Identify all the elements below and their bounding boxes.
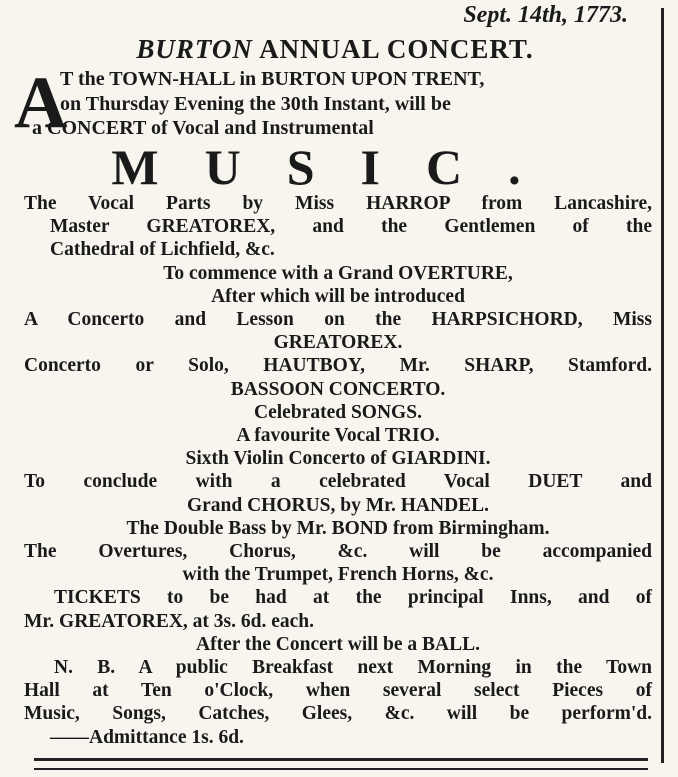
intro-line-1: T the TOWN-HALL in BURTON UPON TRENT,: [60, 68, 485, 90]
bottom-rule-secondary: [34, 768, 648, 770]
programme-line: ——Admittance 1s. 6d.: [50, 726, 244, 748]
programme-line: Celebrated SONGS.: [254, 401, 422, 423]
programme-line: The Vocal Parts by Miss HARROP from Lancashire,: [24, 193, 652, 214]
programme-line: The Double Bass by Mr. BOND from Birmingham.: [126, 517, 550, 539]
programme-line: Music, Songs, Catches, Glees, &c. will be perform'd.: [24, 703, 652, 725]
programme-line: TICKETS to be had at the principal Inns, and of: [54, 587, 652, 609]
intro-line-2: on Thursday Evening the 30th Instant, will be: [60, 93, 451, 115]
programme-line: N. B. A public Breakfast next Morning in the Town: [54, 657, 652, 679]
programme-line: Concerto or Solo, HAUTBOY, Mr. SHARP, Stamford.: [24, 355, 652, 377]
title-event: ANNUAL CONCERT.: [259, 34, 534, 64]
programme-line: GREATOREX.: [273, 332, 403, 354]
bottom-rule: [34, 758, 648, 761]
drop-cap: A: [14, 62, 68, 144]
notice-title: [40, 34, 630, 65]
programme-line: A Concerto and Lesson on the HARPSICHORD, Miss: [24, 309, 652, 331]
programme-line: with the Trumpet, French Horns, &c.: [182, 564, 494, 586]
programme-line: A favourite Vocal TRIO.: [236, 425, 440, 447]
programme-line: To conclude with a celebrated Vocal DUET and: [24, 471, 652, 493]
programme-line: BASSOON CONCERTO.: [230, 378, 446, 400]
programme-line: Cathedral of Lichfield, &c.: [50, 239, 275, 261]
column-rule-right: [661, 8, 664, 763]
programme-line: Mr. GREATOREX, at 3s. 6d. each.: [24, 610, 314, 632]
programme-text: [24, 192, 652, 749]
programme-line: After which will be introduced: [211, 285, 465, 307]
title-place: BURTON: [136, 34, 253, 64]
intro-line-3: a CONCERT of Vocal and Instrumental: [32, 117, 374, 139]
programme-line: To commence with a Grand OVERTURE,: [163, 262, 513, 284]
programme-line: The Overtures, Chorus, &c. will be accompanied: [24, 541, 652, 563]
music-heading: MUSIC.: [111, 139, 567, 195]
programme-line: Hall at Ten o'Clock, when several select Pieces of: [24, 680, 652, 702]
programme-line: Grand CHORUS, by Mr. HANDEL.: [186, 494, 490, 516]
programme-line: After the Concert will be a BALL.: [196, 633, 480, 655]
programme-line: Master GREATOREX, and the Gentlemen of the: [50, 216, 652, 238]
programme-line: Sixth Violin Concerto of GIARDINI.: [185, 448, 491, 470]
date-line: Sept. 14th, 1773.: [463, 2, 628, 28]
